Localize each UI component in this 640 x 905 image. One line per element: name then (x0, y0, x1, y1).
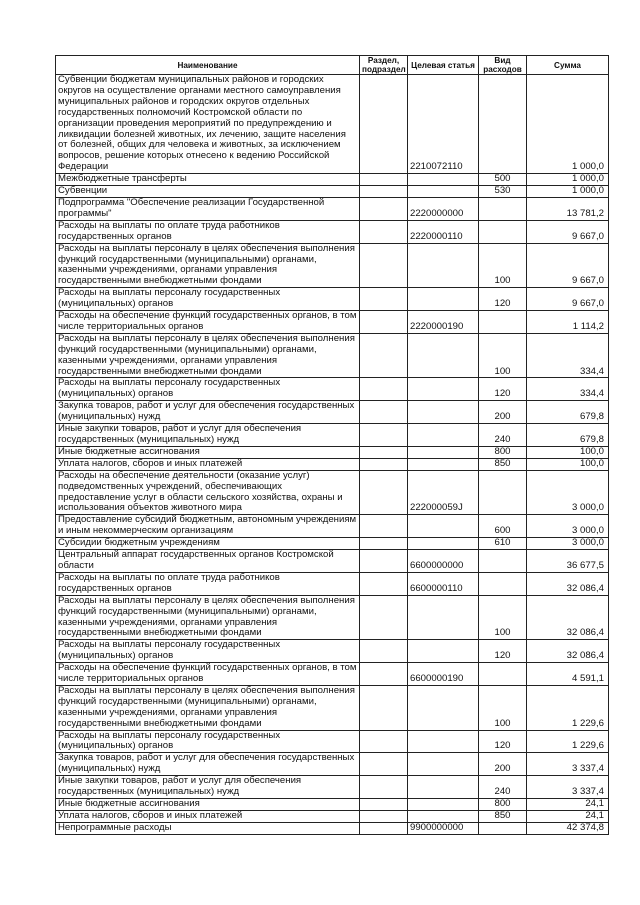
row-section (360, 470, 408, 515)
table-row (56, 186, 609, 198)
row-type: 240 (479, 776, 527, 799)
table-row (56, 640, 609, 663)
row-sum: 679,8 (527, 401, 609, 424)
row-section (360, 822, 408, 834)
table-row (56, 515, 609, 538)
row-target (408, 810, 479, 822)
row-section (360, 186, 408, 198)
row-name: Иные закупки товаров, работ и услуг для обеспечения государственных (муниципальных) нужд (56, 424, 360, 447)
row-target (408, 685, 479, 730)
table-row (56, 753, 609, 776)
row-type: 100 (479, 333, 527, 378)
row-sum: 9 667,0 (527, 288, 609, 311)
row-name: Закупка товаров, работ и услуг для обеспечения государственных (муниципальных) нужд (56, 753, 360, 776)
row-name: Иные закупки товаров, работ и услуг для обеспечения государственных (муниципальных) нужд (56, 776, 360, 799)
row-type: 100 (479, 595, 527, 640)
row-name: Предоставление субсидий бюджетным, автономным учреждениям и иным некоммерческим организациям (56, 515, 360, 538)
row-section (360, 446, 408, 458)
row-target (408, 753, 479, 776)
table-row (56, 663, 609, 686)
row-target (408, 401, 479, 424)
row-type (479, 550, 527, 573)
table-body (56, 75, 609, 835)
row-name: Расходы на выплаты по оплате труда работников государственных органов (56, 220, 360, 243)
row-name: Субвенции (56, 186, 360, 198)
row-target: 2220000190 (408, 311, 479, 334)
table-row (56, 75, 609, 174)
budget-table (55, 55, 609, 835)
header-section: Раздел, подраздел (360, 56, 408, 75)
row-type (479, 220, 527, 243)
table-row (56, 776, 609, 799)
row-target (408, 640, 479, 663)
row-name: Межбюджетные трансферты (56, 174, 360, 186)
table-row (56, 799, 609, 811)
row-name: Расходы на выплаты персоналу государственных (муниципальных) органов (56, 730, 360, 753)
row-target: 6600000190 (408, 663, 479, 686)
row-section (360, 515, 408, 538)
row-sum: 13 781,2 (527, 197, 609, 220)
row-target: 2220000000 (408, 197, 479, 220)
row-target: 6600000110 (408, 572, 479, 595)
row-sum: 1 229,6 (527, 685, 609, 730)
row-type (479, 663, 527, 686)
table-row (56, 538, 609, 550)
row-sum: 24,1 (527, 810, 609, 822)
row-type: 850 (479, 810, 527, 822)
row-name: Субсидии бюджетным учреждениям (56, 538, 360, 550)
row-section (360, 197, 408, 220)
row-target (408, 799, 479, 811)
row-sum: 24,1 (527, 799, 609, 811)
row-sum: 1 114,2 (527, 311, 609, 334)
row-target (408, 174, 479, 186)
row-type: 240 (479, 424, 527, 447)
row-section (360, 550, 408, 573)
table-row (56, 197, 609, 220)
row-section (360, 538, 408, 550)
table-header-row (56, 56, 609, 75)
row-type: 850 (479, 458, 527, 470)
row-name: Расходы на обеспечение функций государственных органов, в том числе территориальных органов (56, 663, 360, 686)
row-name: Расходы на выплаты персоналу в целях обеспечения выполнения функций государственными (муниципальными) органами, казенными учреждениями, органами управления государственными внебюджетными фондами (56, 333, 360, 378)
row-target (408, 243, 479, 288)
row-sum: 3 000,0 (527, 515, 609, 538)
row-section (360, 640, 408, 663)
row-section (360, 685, 408, 730)
row-sum: 334,4 (527, 378, 609, 401)
row-name: Расходы на выплаты персоналу государственных (муниципальных) органов (56, 288, 360, 311)
row-name: Подпрограмма "Обеспечение реализации Государственной программы" (56, 197, 360, 220)
row-type: 100 (479, 685, 527, 730)
row-section (360, 401, 408, 424)
row-sum: 42 374,8 (527, 822, 609, 834)
row-type (479, 470, 527, 515)
row-section (360, 75, 408, 174)
row-name: Иные бюджетные ассигнования (56, 446, 360, 458)
row-name: Расходы на выплаты персоналу в целях обеспечения выполнения функций государственными (муниципальными) органами, казенными учреждениями, органами управления государственными внебюджетными фондами (56, 595, 360, 640)
table-row (56, 311, 609, 334)
row-type: 120 (479, 640, 527, 663)
row-target (408, 538, 479, 550)
table-row (56, 685, 609, 730)
row-sum: 1 229,6 (527, 730, 609, 753)
row-section (360, 243, 408, 288)
table-row (56, 220, 609, 243)
row-sum: 1 000,0 (527, 75, 609, 174)
row-target (408, 424, 479, 447)
row-sum: 4 591,1 (527, 663, 609, 686)
row-target: 2210072110 (408, 75, 479, 174)
row-section (360, 333, 408, 378)
table-row (56, 470, 609, 515)
row-section (360, 378, 408, 401)
row-name: Уплата налогов, сборов и иных платежей (56, 458, 360, 470)
row-sum: 1 000,0 (527, 174, 609, 186)
table-row (56, 424, 609, 447)
table-row (56, 333, 609, 378)
row-target (408, 288, 479, 311)
row-sum: 32 086,4 (527, 640, 609, 663)
row-section (360, 753, 408, 776)
table-row (56, 458, 609, 470)
row-type: 610 (479, 538, 527, 550)
row-type: 500 (479, 174, 527, 186)
budget-document (55, 55, 608, 835)
row-target: 9900000000 (408, 822, 479, 834)
table-row (56, 243, 609, 288)
header-sum: Сумма (527, 56, 609, 75)
row-name: Расходы на выплаты персоналу в целях обеспечения выполнения функций государственными (муниципальными) органами, казенными учреждениями, органами управления государственными внебюджетными фондами (56, 243, 360, 288)
table-row (56, 550, 609, 573)
row-name: Расходы на выплаты персоналу государственных (муниципальных) органов (56, 378, 360, 401)
row-name: Уплата налогов, сборов и иных платежей (56, 810, 360, 822)
row-type (479, 197, 527, 220)
row-target (408, 186, 479, 198)
row-type: 120 (479, 288, 527, 311)
header-target: Целевая статья (408, 56, 479, 75)
row-sum: 9 667,0 (527, 220, 609, 243)
table-row (56, 401, 609, 424)
row-name: Центральный аппарат государственных органов Костромской области (56, 550, 360, 573)
row-type: 600 (479, 515, 527, 538)
row-sum: 3 337,4 (527, 753, 609, 776)
row-section (360, 572, 408, 595)
row-type: 100 (479, 243, 527, 288)
row-target: 2220000110 (408, 220, 479, 243)
row-target (408, 776, 479, 799)
row-section (360, 810, 408, 822)
row-sum: 9 667,0 (527, 243, 609, 288)
row-name: Расходы на выплаты персоналу государственных (муниципальных) органов (56, 640, 360, 663)
table-row (56, 572, 609, 595)
table-row (56, 822, 609, 834)
row-sum: 100,0 (527, 446, 609, 458)
table-row (56, 730, 609, 753)
row-section (360, 799, 408, 811)
row-type: 800 (479, 446, 527, 458)
row-target (408, 730, 479, 753)
row-name: Субвенции бюджетам муниципальных районов и городских округов на осуществление органами местного самоуправления муниципальных районов и городских округов отдельных государственных полномочий Костромской области по организации проведения мероприятий по предупреждению и ликвидации болезней животных, их лечению, защите населения от болезней, общих для человека и животных, за исключением вопросов, решение которых отнесено к ведению Российской Федерации (56, 75, 360, 174)
row-sum: 3 000,0 (527, 538, 609, 550)
row-target (408, 378, 479, 401)
table-row (56, 174, 609, 186)
row-sum: 3 000,0 (527, 470, 609, 515)
row-sum: 334,4 (527, 333, 609, 378)
row-section (360, 458, 408, 470)
row-section (360, 424, 408, 447)
row-target: 6600000000 (408, 550, 479, 573)
row-type (479, 572, 527, 595)
row-target (408, 446, 479, 458)
row-target (408, 515, 479, 538)
row-name: Расходы на выплаты персоналу в целях обеспечения выполнения функций государственными (муниципальными) органами, казенными учреждениями, органами управления государственными внебюджетными фондами (56, 685, 360, 730)
table-row (56, 446, 609, 458)
row-type (479, 822, 527, 834)
header-type: Вид расходов (479, 56, 527, 75)
row-type: 120 (479, 378, 527, 401)
row-sum: 100,0 (527, 458, 609, 470)
row-sum: 3 337,4 (527, 776, 609, 799)
row-section (360, 288, 408, 311)
row-name: Расходы на обеспечение функций государственных органов, в том числе территориальных органов (56, 311, 360, 334)
table-row (56, 595, 609, 640)
row-section (360, 174, 408, 186)
row-target (408, 333, 479, 378)
row-type: 800 (479, 799, 527, 811)
row-name: Иные бюджетные ассигнования (56, 799, 360, 811)
table-row (56, 288, 609, 311)
row-sum: 1 000,0 (527, 186, 609, 198)
header-name: Наименование (56, 56, 360, 75)
row-section (360, 311, 408, 334)
row-section (360, 776, 408, 799)
row-target: 222000059J (408, 470, 479, 515)
row-type (479, 75, 527, 174)
row-type (479, 311, 527, 334)
row-name: Расходы на обеспечение деятельности (оказание услуг) подведомственных учреждений, обеспечивающих предоставление услуг в области сельского хозяйства, охраны и использования объектов животного мира (56, 470, 360, 515)
row-name: Закупка товаров, работ и услуг для обеспечения государственных (муниципальных) нужд (56, 401, 360, 424)
row-sum: 36 677,5 (527, 550, 609, 573)
row-type: 530 (479, 186, 527, 198)
row-target (408, 595, 479, 640)
row-sum: 32 086,4 (527, 595, 609, 640)
row-section (360, 595, 408, 640)
row-type: 120 (479, 730, 527, 753)
row-name: Расходы на выплаты по оплате труда работников государственных органов (56, 572, 360, 595)
row-sum: 32 086,4 (527, 572, 609, 595)
table-row (56, 810, 609, 822)
row-target (408, 458, 479, 470)
row-name: Непрограммные расходы (56, 822, 360, 834)
row-type: 200 (479, 401, 527, 424)
row-section (360, 730, 408, 753)
row-section (360, 663, 408, 686)
row-type: 200 (479, 753, 527, 776)
row-sum: 679,8 (527, 424, 609, 447)
row-section (360, 220, 408, 243)
table-row (56, 378, 609, 401)
